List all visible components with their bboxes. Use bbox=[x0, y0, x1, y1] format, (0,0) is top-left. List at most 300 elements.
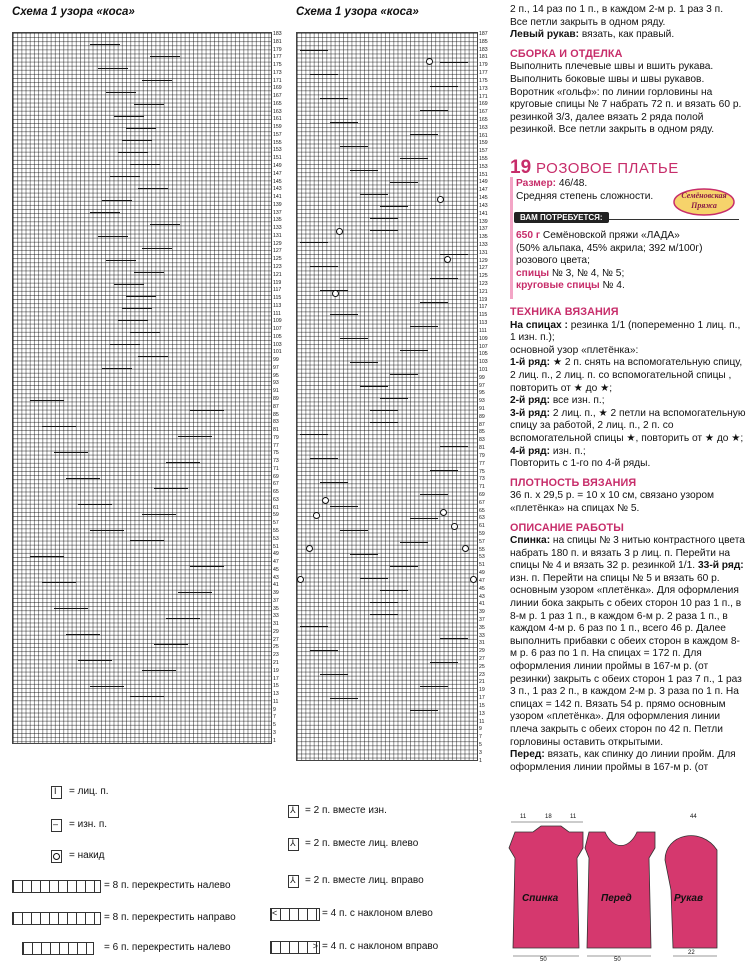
row-number: 143 bbox=[273, 186, 282, 193]
row-number: 37 bbox=[273, 597, 279, 604]
left-cable-line bbox=[118, 152, 148, 153]
right-cable-line bbox=[420, 686, 448, 687]
k2tog-right-symbol: ⅄ bbox=[288, 875, 299, 888]
left-cable-line bbox=[102, 200, 132, 201]
dec4-right-symbol: > bbox=[270, 941, 320, 954]
k2tog-left-symbol: ⅄ bbox=[288, 838, 299, 851]
row-number: 51 bbox=[479, 562, 485, 569]
row-number: 161 bbox=[273, 116, 282, 123]
instructions-column bbox=[510, 4, 746, 137]
row-number: 129 bbox=[479, 257, 488, 264]
difficulty: Средняя степень сложности. bbox=[516, 191, 654, 202]
right-row-numbers bbox=[479, 31, 488, 765]
row-number: 63 bbox=[273, 496, 279, 503]
back-label: Спинка bbox=[522, 893, 559, 904]
right-cable-line bbox=[370, 410, 398, 411]
row-number: 11 bbox=[273, 698, 279, 705]
row-number: 91 bbox=[273, 388, 279, 395]
left-cable-line bbox=[114, 116, 144, 117]
row-number: 43 bbox=[479, 593, 485, 600]
row-number: 145 bbox=[273, 178, 282, 185]
left-cable-line bbox=[178, 436, 212, 437]
left-cable-line bbox=[66, 478, 100, 479]
row-number: 83 bbox=[479, 437, 485, 444]
row-number: 81 bbox=[273, 427, 279, 434]
yarn-over-mark bbox=[440, 509, 447, 516]
row-number: 141 bbox=[273, 194, 282, 201]
row-number: 155 bbox=[273, 139, 282, 146]
right-cable-line bbox=[310, 458, 338, 459]
row-number: 81 bbox=[479, 445, 485, 452]
row-number: 137 bbox=[479, 226, 488, 233]
legend-knit: = лиц. п. bbox=[69, 786, 109, 797]
right-cable-line bbox=[430, 662, 458, 663]
row-number: 109 bbox=[273, 318, 282, 325]
dim-sleeve-top: 44 bbox=[690, 814, 697, 820]
row-number: 173 bbox=[479, 85, 488, 92]
right-cable-line bbox=[340, 530, 368, 531]
row-number: 157 bbox=[273, 131, 282, 138]
right-cable-line bbox=[300, 242, 328, 243]
left-cable-line bbox=[66, 634, 100, 635]
left-cable-line bbox=[90, 44, 120, 45]
row-number: 47 bbox=[273, 559, 279, 566]
row-number: 53 bbox=[479, 554, 485, 561]
row-number: 15 bbox=[273, 683, 279, 690]
yarn-over-mark bbox=[462, 545, 469, 552]
cross8-right-symbol bbox=[12, 912, 101, 925]
right-cable-line bbox=[300, 434, 328, 435]
row-number: 155 bbox=[479, 156, 488, 162]
row-3: 3-й ряд: 2 лиц. п., ★ 2 петли на вспомогательную спицу за работой, 2 лиц. п., 2 п. со вспомогательной спицы ★, повторить от ★ до ★; bbox=[510, 407, 746, 444]
row-number: 153 bbox=[479, 163, 488, 170]
row-number: 175 bbox=[273, 62, 282, 69]
row-number: 151 bbox=[273, 155, 282, 162]
row-number: 61 bbox=[479, 523, 485, 530]
yarn-over-mark bbox=[313, 512, 320, 519]
right-cable-line bbox=[320, 674, 348, 675]
row-number: 97 bbox=[479, 382, 485, 389]
left-cable-line bbox=[90, 212, 120, 213]
left-cable-line bbox=[190, 410, 224, 411]
row-number: 73 bbox=[479, 476, 485, 483]
row-number: 5 bbox=[273, 722, 276, 729]
left-cable-line bbox=[134, 272, 164, 273]
yarn-over-mark bbox=[336, 228, 343, 235]
left-cable-line bbox=[150, 56, 180, 57]
technique-heading: ТЕХНИКА ВЯЗАНИЯ bbox=[510, 306, 619, 318]
tech-needles: На спицах : резинка 1/1 (попеременно 1 лиц. п., 1 изн. п.); bbox=[510, 319, 741, 344]
row-number: 45 bbox=[273, 566, 279, 573]
row-number: 31 bbox=[479, 640, 485, 647]
dim-front-bottom: 50 bbox=[614, 957, 621, 963]
row-number: 163 bbox=[479, 124, 488, 131]
right-cable-line bbox=[370, 602, 398, 603]
left-cable-line bbox=[122, 140, 152, 141]
row-number: 115 bbox=[479, 312, 488, 319]
yarn-over-mark bbox=[437, 196, 444, 203]
row-number: 67 bbox=[479, 499, 485, 506]
row-number: 13 bbox=[479, 710, 485, 717]
row-number: 169 bbox=[479, 101, 488, 108]
row-number: 1 bbox=[479, 757, 482, 764]
row-number: 181 bbox=[273, 38, 282, 45]
row-number: 41 bbox=[273, 582, 279, 589]
row-number: 135 bbox=[479, 234, 488, 241]
row-number: 27 bbox=[479, 656, 485, 662]
row-number: 95 bbox=[479, 390, 485, 397]
left-sleeve: Левый рукав: вязать, как правый. bbox=[510, 29, 675, 41]
legend-k2tog-left: = 2 п. вместе лиц. влево bbox=[305, 838, 419, 849]
materials: 650 г Семёновской пряжи «ЛАДА» (50% альпака, 45% акрила; 392 м/100г) розового цвета; спицы № 3, № 4, № 5; круговые спицы № 4. bbox=[516, 230, 703, 292]
left-cable-line bbox=[30, 400, 64, 401]
right-cable-line bbox=[340, 146, 368, 147]
intro-line-1: 2 п., 14 раз по 1 п., в каждом 2-м р. 1 раз 3 п. bbox=[510, 4, 724, 15]
row-number: 65 bbox=[479, 507, 485, 514]
left-cable-line bbox=[90, 686, 124, 687]
right-cable-line bbox=[350, 554, 378, 555]
left-cable-line bbox=[54, 608, 88, 609]
row-number: 85 bbox=[273, 411, 279, 418]
row-number: 169 bbox=[273, 85, 282, 92]
row-number: 29 bbox=[479, 648, 485, 655]
technique-section bbox=[510, 306, 746, 774]
row-number: 171 bbox=[273, 77, 282, 84]
legend-cross8-right: = 8 п. перекрестить направо bbox=[104, 912, 236, 923]
row-number: 53 bbox=[273, 535, 279, 542]
right-cable-line bbox=[310, 650, 338, 651]
legend-k2tog-purl: = 2 п. вместе изн. bbox=[305, 805, 387, 816]
row-number: 69 bbox=[479, 491, 485, 498]
yarn-over-mark bbox=[444, 256, 451, 263]
yarn-over-mark bbox=[322, 497, 329, 504]
sleeve-label: Рукав bbox=[674, 893, 704, 904]
left-row-numbers bbox=[273, 31, 282, 745]
right-cable-line bbox=[370, 218, 398, 219]
row-number: 77 bbox=[273, 442, 279, 449]
left-cable-line bbox=[138, 188, 168, 189]
left-cable-line bbox=[166, 618, 200, 619]
left-cable-line bbox=[154, 644, 188, 645]
row-2: 2-й ряд: все изн. п.; bbox=[510, 395, 605, 407]
row-number: 21 bbox=[479, 679, 485, 686]
row-number: 129 bbox=[273, 240, 282, 247]
right-cable-line bbox=[430, 278, 458, 279]
row-number: 21 bbox=[273, 660, 279, 667]
row-number: 71 bbox=[479, 484, 485, 491]
right-cable-line bbox=[310, 266, 338, 267]
dim-back-bottom: 50 bbox=[540, 957, 547, 963]
row-number: 85 bbox=[479, 429, 485, 436]
row-number: 39 bbox=[273, 590, 279, 597]
right-cable-line bbox=[370, 230, 398, 231]
left-cable-line bbox=[142, 248, 172, 249]
row-number: 27 bbox=[273, 636, 279, 643]
row-number: 113 bbox=[273, 302, 282, 309]
model-header bbox=[510, 157, 742, 297]
legend-cross6-left: = 6 п. перекрестить налево bbox=[104, 942, 231, 953]
row-number: 149 bbox=[479, 179, 488, 186]
left-cable-line bbox=[114, 284, 144, 285]
row-number: 55 bbox=[273, 528, 279, 534]
row-number: 35 bbox=[479, 624, 485, 631]
right-cable-line bbox=[320, 98, 348, 99]
row-number: 93 bbox=[273, 380, 279, 387]
right-cable-line bbox=[330, 314, 358, 315]
row-number: 109 bbox=[479, 335, 488, 342]
row-number: 127 bbox=[479, 265, 488, 272]
row-number: 185 bbox=[479, 38, 488, 45]
row-number: 65 bbox=[273, 489, 279, 496]
right-cable-line bbox=[380, 590, 408, 591]
left-cable-line bbox=[130, 540, 164, 541]
row-number: 107 bbox=[479, 343, 488, 350]
legend-k2tog-right: = 2 п. вместе лиц. вправо bbox=[305, 875, 424, 886]
right-cable-line bbox=[380, 206, 408, 207]
row-number: 9 bbox=[273, 706, 276, 713]
row-number: 131 bbox=[479, 249, 488, 256]
row-number: 17 bbox=[273, 675, 279, 682]
row-number: 101 bbox=[479, 366, 488, 373]
row-number: 47 bbox=[479, 577, 485, 584]
right-cable-line bbox=[370, 422, 398, 423]
left-cable-line bbox=[78, 504, 112, 505]
right-cable-line bbox=[400, 542, 428, 543]
row-number: 33 bbox=[273, 613, 279, 620]
right-cable-line bbox=[330, 122, 358, 123]
row-number: 23 bbox=[273, 652, 279, 659]
row-number: 63 bbox=[479, 515, 485, 522]
row-number: 111 bbox=[479, 327, 487, 334]
row-number: 35 bbox=[273, 605, 279, 612]
dim-top-3: 11 bbox=[570, 814, 577, 820]
left-chart-grid bbox=[12, 32, 272, 744]
left-cable-line bbox=[98, 236, 128, 237]
model-title: РОЗОВОЕ ПЛАТЬЕ bbox=[536, 160, 679, 177]
left-cable-line bbox=[166, 462, 200, 463]
right-cable-line bbox=[410, 518, 438, 519]
left-cable-line bbox=[130, 164, 160, 165]
row-number: 149 bbox=[273, 163, 282, 170]
row-number: 101 bbox=[273, 349, 282, 356]
left-cable-line bbox=[134, 104, 164, 105]
right-cable-line bbox=[310, 74, 338, 75]
back-piece bbox=[509, 826, 583, 948]
k2tog-purl-symbol: ⅄ bbox=[288, 805, 299, 818]
row-number: 177 bbox=[273, 54, 282, 61]
left-cable-line bbox=[126, 296, 156, 297]
row-number: 97 bbox=[273, 364, 279, 371]
left-cable-line bbox=[110, 344, 140, 345]
left-cable-line bbox=[150, 224, 180, 225]
left-cable-line bbox=[106, 260, 136, 261]
row-number: 73 bbox=[273, 458, 279, 465]
right-cable-line bbox=[360, 578, 388, 579]
row-number: 37 bbox=[479, 616, 485, 623]
right-cable-line bbox=[330, 698, 358, 699]
right-cable-line bbox=[320, 482, 348, 483]
left-cable-line bbox=[190, 566, 224, 567]
right-cable-line bbox=[400, 350, 428, 351]
row-number: 33 bbox=[479, 632, 485, 639]
back-text: Спинка: на спицы № 3 нитью контрастного цвета набрать 180 п. и вязать 3 р лиц. п. Перейти на спицы № 4 и вязать 32 р. резинкой 1/1. 33-й ряд: изн. п. Перейти на спицы № 5 и вязать 60 р. основным узором «плетёнка». Для оформления линии бока закрыть с обеих сторон 10 раз 1 п., в 8-м р. 1 раз 1 п., в каждом 6-м р. 2 раза 1 п., в каждом 4-м р. 6 раз по 1 п., всего 46 р. Далее выполнить прибавки с обеих сторон в каждом 8-м р. 6 раз по 1 п. На спицах = 172 п. Для оформления линии проймы в 167-м р. (от резинки) закрыть с обеих сторон 1 раз 7 п., 1 раз 3 п., 1 раз 2 п., в каждом 2-м р. 3 раза по 1 п. На спицах = 142 п. Вязать 54 р. прямо основным узором «плетёнка». Для оформления линии плеча закрыть с обеих сторон по 42 п. Петли горловины оставить открытыми. bbox=[510, 535, 745, 748]
yarn-over-mark bbox=[306, 545, 313, 552]
row-number: 123 bbox=[479, 281, 488, 287]
right-cable-line bbox=[360, 194, 388, 195]
assembly-text: Выполнить плечевые швы и вшить рукава. Выполнить боковые швы и швы рукавов. Воротник «гольф»: по линии горловины на круговые спицы № 7 набрать 72 п. и вязать 60 р. резинкой 3/3, далее вязать 2 ряда полой резинкой. Все петли закрыть в одном ряду. bbox=[510, 61, 742, 136]
row-number: 179 bbox=[479, 62, 488, 69]
right-cable-line bbox=[410, 326, 438, 327]
right-cable-line bbox=[390, 374, 418, 375]
dim-top-1: 11 bbox=[520, 814, 527, 820]
row-number: 5 bbox=[479, 741, 482, 748]
row-number: 15 bbox=[479, 702, 485, 709]
size-line: Размер: 46/48. bbox=[516, 178, 588, 189]
row-number: 79 bbox=[479, 452, 485, 459]
row-1: 1-й ряд: ★ 2 п. снять на вспомогательную спицу, 2 лиц. п., 2 лиц. п. со вспомогательной спицы , повторить от ★ до ★; bbox=[510, 357, 743, 394]
row-number: 61 bbox=[273, 504, 279, 511]
row-number: 99 bbox=[479, 374, 485, 381]
row-number: 67 bbox=[273, 481, 279, 488]
yarn-over-mark bbox=[297, 576, 304, 583]
yarn-over-mark bbox=[426, 58, 433, 65]
row-number: 87 bbox=[479, 421, 485, 428]
right-cable-line bbox=[430, 470, 458, 471]
left-chart-title: Схема 1 узора «коса» bbox=[12, 6, 135, 18]
row-number: 103 bbox=[479, 359, 488, 366]
right-cable-line bbox=[410, 710, 438, 711]
row-number: 75 bbox=[479, 468, 485, 475]
row-number: 39 bbox=[479, 609, 485, 616]
right-cable-line bbox=[340, 338, 368, 339]
row-number: 173 bbox=[273, 69, 282, 76]
row-number: 137 bbox=[273, 209, 282, 216]
right-cable-line bbox=[410, 134, 438, 135]
row-number: 23 bbox=[479, 671, 485, 678]
density-heading: ПЛОТНОСТЬ ВЯЗАНИЯ bbox=[510, 476, 637, 489]
row-number: 161 bbox=[479, 132, 488, 139]
front-label: Перед bbox=[601, 893, 632, 904]
row-number: 117 bbox=[273, 287, 282, 294]
row-number: 181 bbox=[479, 54, 488, 61]
row-number: 123 bbox=[273, 263, 282, 270]
row-number: 13 bbox=[273, 691, 279, 698]
row-number: 75 bbox=[273, 450, 279, 457]
row-number: 117 bbox=[479, 304, 488, 311]
row-number: 165 bbox=[479, 116, 488, 123]
left-cable-line bbox=[54, 452, 88, 453]
right-cable-line bbox=[300, 626, 328, 627]
row-number: 165 bbox=[273, 100, 282, 107]
need-label: ВАМ ПОТРЕБУЕТСЯ: bbox=[514, 212, 609, 223]
right-cable-line bbox=[300, 50, 328, 51]
density-text: 36 п. х 29,5 р. = 10 х 10 см, связано узором «плетёнка» на спицах № 5. bbox=[510, 490, 715, 514]
left-cable-line bbox=[138, 356, 168, 357]
row-number: 143 bbox=[479, 202, 488, 209]
row-number: 49 bbox=[479, 570, 485, 577]
yarn-over-mark bbox=[451, 523, 458, 530]
front-text: Перед: вязать, как спинку до линии пройм. Для оформления линии проймы в 167-м р. (от bbox=[510, 749, 736, 773]
dim-sleeve-bottom: 22 bbox=[688, 950, 695, 956]
row-number: 93 bbox=[479, 398, 485, 405]
right-cable-line bbox=[440, 446, 468, 447]
left-cable-line bbox=[142, 514, 176, 515]
cross6-left-symbol bbox=[22, 942, 94, 955]
right-cable-line bbox=[430, 86, 458, 87]
row-number: 183 bbox=[479, 46, 488, 53]
right-cable-line bbox=[420, 302, 448, 303]
row-number: 133 bbox=[273, 225, 282, 232]
repeat: Повторить с 1-го по 4-й ряды. bbox=[510, 458, 651, 470]
row-number: 51 bbox=[273, 543, 279, 550]
row-number: 87 bbox=[273, 403, 279, 410]
row-number: 131 bbox=[273, 232, 282, 239]
sleeve-piece bbox=[665, 836, 717, 948]
row-number: 1 bbox=[273, 737, 276, 744]
row-number: 17 bbox=[479, 695, 485, 702]
row-number: 167 bbox=[479, 109, 488, 116]
row-number: 183 bbox=[273, 31, 282, 37]
right-cable-line bbox=[440, 62, 468, 63]
right-cable-line bbox=[440, 254, 468, 255]
row-number: 11 bbox=[479, 718, 485, 725]
left-cable-line bbox=[106, 92, 136, 93]
right-cable-line bbox=[420, 494, 448, 495]
row-number: 89 bbox=[479, 413, 485, 420]
row-number: 157 bbox=[479, 148, 488, 155]
left-cable-line bbox=[154, 488, 188, 489]
right-cable-line bbox=[350, 362, 378, 363]
row-number: 41 bbox=[479, 601, 485, 608]
row-number: 57 bbox=[273, 520, 279, 527]
row-number: 151 bbox=[479, 171, 488, 178]
row-number: 105 bbox=[479, 351, 488, 358]
left-cable-line bbox=[42, 426, 76, 427]
row-number: 57 bbox=[479, 538, 485, 545]
row-number: 125 bbox=[479, 273, 488, 280]
row-number: 31 bbox=[273, 621, 279, 628]
row-number: 127 bbox=[273, 248, 282, 255]
right-cable-line bbox=[390, 182, 418, 183]
legend-purl: = изн. п. bbox=[69, 819, 108, 830]
row-number: 139 bbox=[273, 201, 282, 208]
row-number: 145 bbox=[479, 195, 488, 202]
left-cable-line bbox=[142, 670, 176, 671]
left-cable-line bbox=[30, 556, 64, 557]
row-number: 29 bbox=[273, 628, 279, 635]
row-number: 3 bbox=[273, 729, 276, 736]
row-number: 25 bbox=[479, 663, 485, 670]
legend-cross8-left: = 8 п. перекрестить налево bbox=[104, 880, 231, 891]
row-number: 125 bbox=[273, 256, 282, 263]
right-cable-line bbox=[350, 170, 378, 171]
right-cable-line bbox=[330, 506, 358, 507]
left-cable-line bbox=[118, 320, 148, 321]
left-cable-line bbox=[42, 582, 76, 583]
row-number: 119 bbox=[479, 296, 488, 303]
right-cable-line bbox=[440, 638, 468, 639]
legend-dec4-right: = 4 п. с наклоном вправо bbox=[322, 941, 439, 952]
right-cable-line bbox=[400, 158, 428, 159]
row-number: 45 bbox=[479, 585, 485, 592]
row-number: 49 bbox=[273, 551, 279, 558]
purl-symbol: – bbox=[51, 819, 62, 832]
left-cable-line bbox=[130, 332, 160, 333]
row-number: 25 bbox=[273, 644, 279, 651]
tech-basic: основной узор «плетёнка»: bbox=[510, 344, 639, 356]
knit-symbol: I bbox=[51, 786, 62, 799]
left-cable-line bbox=[142, 80, 172, 81]
